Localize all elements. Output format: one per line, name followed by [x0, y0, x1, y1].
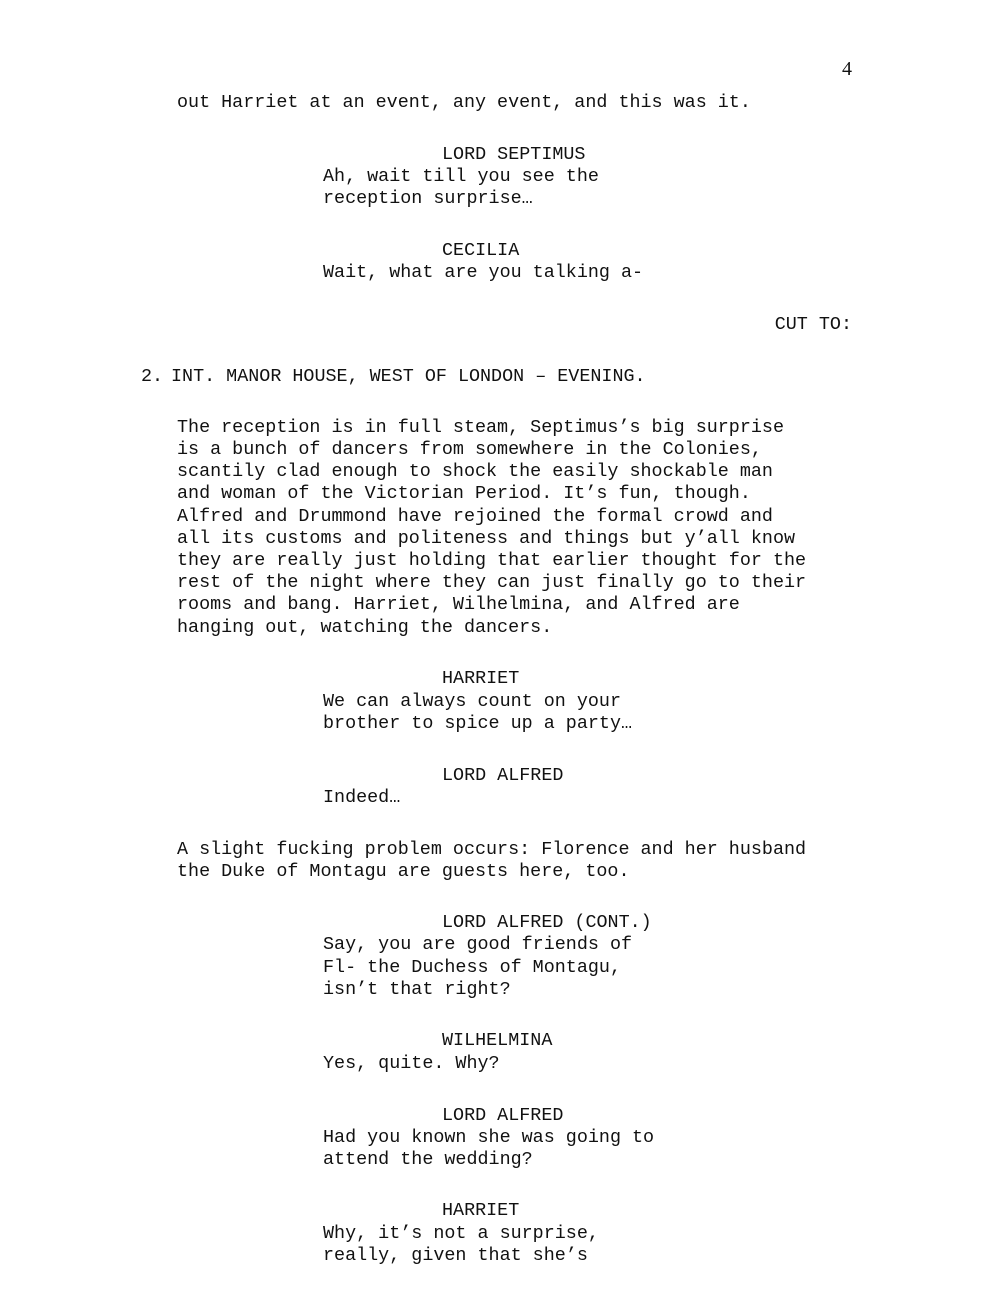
- dialogue-line: Fl- the Duchess of Montagu,: [323, 957, 621, 978]
- character-name: LORD SEPTIMUS: [442, 144, 586, 165]
- action-line: and woman of the Victorian Period. It’s fun, though.: [177, 483, 751, 504]
- dialogue-line: Had you known she was going to: [323, 1127, 655, 1148]
- dialogue-line: Why, it’s not a surprise,: [323, 1223, 599, 1244]
- action-line: the Duke of Montagu are guests here, too.: [177, 861, 630, 882]
- character-name: HARRIET: [442, 668, 520, 689]
- action-line: A slight fucking problem occurs: Florence and her husband: [177, 839, 807, 860]
- action-line: Alfred and Drummond have rejoined the formal crowd and: [177, 506, 773, 527]
- dialogue-line: Ah, wait till you see the: [323, 166, 599, 187]
- dialogue-line: reception surprise…: [323, 188, 533, 209]
- dialogue-line: Yes, quite. Why?: [323, 1053, 500, 1074]
- transition: CUT TO:: [774, 314, 852, 335]
- scene-heading: INT. MANOR HOUSE, WEST OF LONDON – EVENING.: [171, 366, 646, 387]
- action-line: they are really just holding that earlier thought for the: [177, 550, 807, 571]
- action-line: The reception is in full steam, Septimus’s big surprise: [177, 417, 784, 438]
- action-line: rest of the night where they can just finally go to their: [177, 572, 807, 593]
- action-line: out Harriet at an event, any event, and this was it.: [177, 92, 751, 113]
- action-line: hanging out, watching the dancers.: [177, 617, 553, 638]
- dialogue-line: Wait, what are you talking a-: [323, 262, 644, 283]
- dialogue-line: We can always count on your: [323, 691, 621, 712]
- dialogue-line: attend the wedding?: [323, 1149, 533, 1170]
- character-name: LORD ALFRED: [442, 765, 564, 786]
- character-name: LORD ALFRED: [442, 1105, 564, 1126]
- character-name: LORD ALFRED (CONT.): [442, 912, 652, 933]
- character-name: WILHELMINA: [442, 1030, 553, 1051]
- action-line: rooms and bang. Harriet, Wilhelmina, and Alfred are: [177, 594, 740, 615]
- action-line: all its customs and politeness and things but y’all know: [177, 528, 796, 549]
- dialogue-line: brother to spice up a party…: [323, 713, 633, 734]
- page-number: 4: [842, 58, 852, 80]
- action-line: is a bunch of dancers from somewhere in the Colonies,: [177, 439, 762, 460]
- action-line: scantily clad enough to shock the easily shockable man: [177, 461, 773, 482]
- scene-number: 2.: [141, 366, 164, 387]
- dialogue-line: really, given that she’s: [323, 1245, 588, 1266]
- character-name: HARRIET: [442, 1200, 520, 1221]
- character-name: CECILIA: [442, 240, 520, 261]
- dialogue-line: Indeed…: [323, 787, 401, 808]
- dialogue-line: isn’t that right?: [323, 979, 511, 1000]
- dialogue-line: Say, you are good friends of: [323, 934, 633, 955]
